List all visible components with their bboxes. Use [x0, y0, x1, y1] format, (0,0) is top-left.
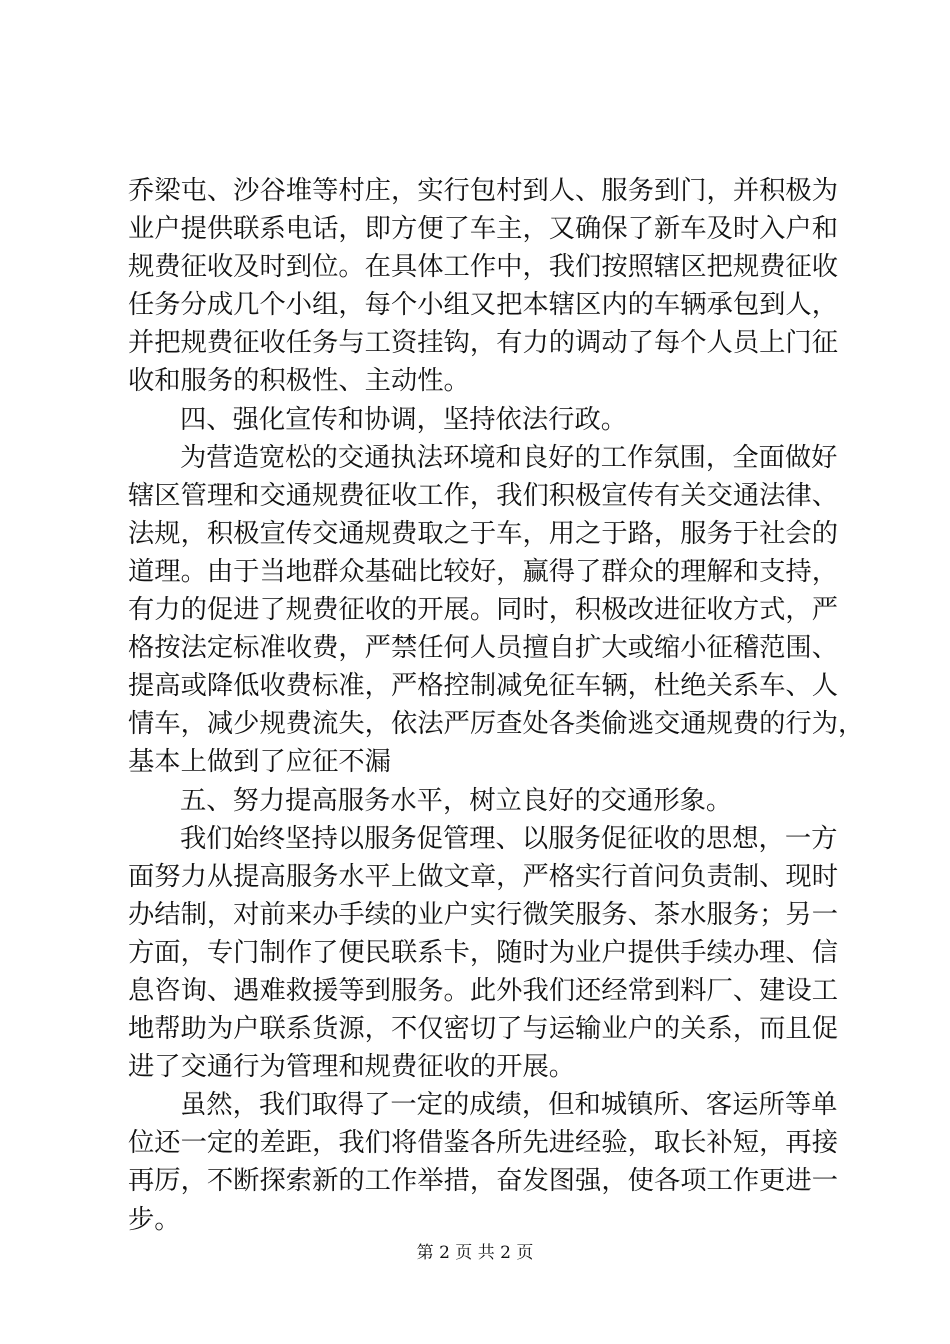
text-line: 任务分成几个小组，每个小组又把本辖区内的车辆承包到人， — [128, 290, 839, 321]
text-line: 办结制，对前来办手续的业户实行微笑服务、茶水服务；另一 — [128, 899, 839, 930]
text-line: 格按法定标准收费，严禁任何人员擅自扩大或缩小征稽范围、 — [128, 633, 839, 664]
paragraph-first-line: 为营造宽松的交通执法环境和良好的工作氛围，全面做好 — [180, 442, 838, 473]
text-line: 地帮助为户联系货源，不仅密切了与运输业户的关系，而且促 — [128, 1014, 839, 1045]
text-line: 步。 — [128, 1204, 181, 1235]
text-line: 收和服务的积极性、主动性。 — [128, 366, 470, 397]
text-line: 进了交通行为管理和规费征收的开展。 — [128, 1052, 576, 1083]
text-line: 基本上做到了应征不漏 — [128, 747, 391, 778]
text-line: 辖区管理和交通规费征收工作，我们积极宣传有关交通法律、 — [128, 480, 839, 511]
text-line: 乔梁屯、沙谷堆等村庄，实行包村到人、服务到门，并积极为 — [128, 176, 839, 206]
text-line: 情车，减少规费流失，依法严厉查处各类偷逃交通规费的行为， — [128, 709, 865, 740]
text-line: 并把规费征收任务与工资挂钩，有力的调动了每个人员上门征 — [128, 328, 839, 359]
text-line: 规费征收及时到位。在具体工作中，我们按照辖区把规费征收 — [128, 252, 839, 283]
text-line: 法规，积极宣传交通规费取之于车，用之于路，服务于社会的 — [128, 518, 839, 549]
text-line: 方面，专门制作了便民联系卡，随时为业户提供手续办理、信 — [128, 937, 839, 968]
document-body — [128, 172, 865, 1239]
page-number-footer: 第 2 页 共 2 页 — [416, 1243, 534, 1263]
text-line: 面努力从提高服务水平上做文章，严格实行首问负责制、现时 — [128, 861, 839, 892]
text-line: 道理。由于当地群众基础比较好，赢得了群众的理解和支持， — [128, 556, 839, 587]
paragraph-first-line: 虽然，我们取得了一定的成绩，但和城镇所、客运所等单 — [180, 1090, 838, 1121]
section-heading: 四、强化宣传和协调，坚持依法行政。 — [180, 404, 628, 435]
text-line: 息咨询、遇难救援等到服务。此外我们还经常到料厂、建设工 — [128, 975, 839, 1006]
text-line: 业户提供联系电话，即方便了车主，又确保了新车及时入户和 — [128, 214, 839, 245]
text-line: 有力的促进了规费征收的开展。同时，积极改进征收方式，严 — [128, 595, 839, 626]
text-line: 再厉，不断探索新的工作举措，奋发图强，使各项工作更进一 — [128, 1166, 839, 1197]
text-line: 提高或降低收费标准，严格控制减免征车辆，杜绝关系车、人 — [128, 671, 839, 702]
text-line: 位还一定的差距，我们将借鉴各所先进经验，取长补短，再接 — [128, 1128, 839, 1159]
section-heading: 五、努力提高服务水平，树立良好的交通形象。 — [180, 785, 733, 816]
paragraph-first-line: 我们始终坚持以服务促管理、以服务促征收的思想，一方 — [180, 823, 838, 854]
